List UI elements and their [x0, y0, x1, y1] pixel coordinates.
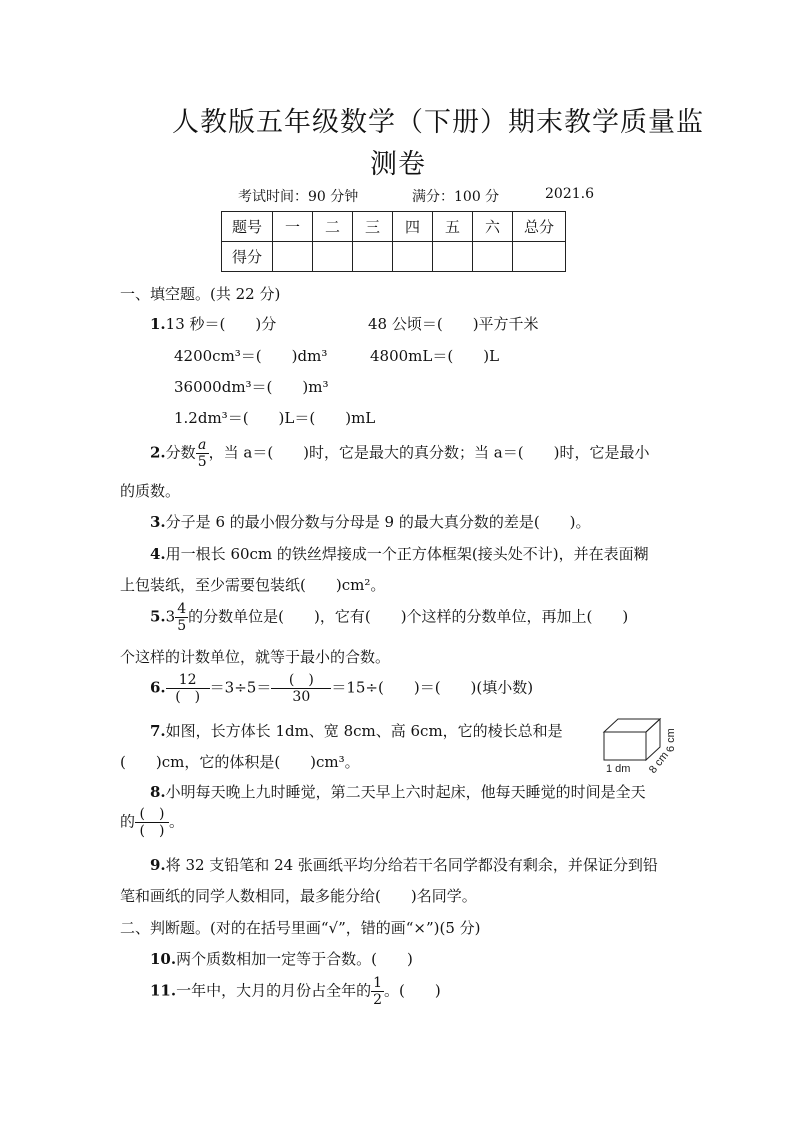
score-input-cell[interactable] — [433, 242, 473, 272]
score-table-score-row — [222, 242, 566, 272]
question-number: 4. — [150, 545, 166, 563]
fraction-numerator: 12 — [166, 672, 210, 689]
score-input-cell[interactable] — [313, 242, 353, 272]
question-10 — [150, 948, 413, 969]
fraction-denominator: 2 — [373, 992, 383, 1008]
fraction-denominator: 30 — [292, 689, 311, 705]
section-2-heading: 二、判断题。(对的在括号里画“√”，错的画“×”)(5 分) — [120, 919, 481, 937]
q1-item-c: 4200cm³＝( )dm³ — [174, 347, 328, 365]
cuboid-length-label: 1 dm — [606, 763, 631, 775]
q11-fraction — [371, 975, 384, 1008]
question-number: 6. — [150, 678, 166, 697]
fraction-denominator: 5 — [177, 618, 187, 634]
score-header-cell: 题号 — [222, 212, 273, 242]
q1-item-f: 1.2dm³＝( )L＝( )mL — [174, 409, 376, 427]
question-7 — [150, 720, 563, 741]
q7-line2: ( )cm，它的体积是( )cm³。 — [120, 753, 360, 771]
q9-line2: 笔和画纸的同学人数相同，最多能分给( )名同学。 — [120, 887, 477, 905]
q8-text-post: 。 — [169, 812, 185, 831]
fraction-numerator: 4 — [177, 601, 187, 617]
q8-fraction — [135, 806, 169, 839]
q8-line1: 小明每天晚上九时睡觉，第二天早上六时起床，他每天睡觉的时间是全天 — [165, 783, 646, 801]
q1-item-e: 36000dm³＝( )m³ — [174, 378, 329, 396]
cuboid-figure — [598, 710, 678, 776]
q1-item-b: 48 公顷＝( )平方千米 — [368, 315, 539, 333]
q10-text: 两个质数相加一定等于合数。( ) — [176, 950, 413, 968]
question-5 — [150, 601, 628, 634]
q8-line2 — [120, 806, 184, 839]
q3-text: 分子是 6 的最小假分数与分母是 9 的最大真分数的差是( )。 — [165, 513, 591, 531]
question-number: 5. — [150, 607, 166, 626]
fraction-numerator: ( ) — [135, 806, 169, 823]
question-number: 1. — [150, 315, 166, 333]
q5-whole-number: 3 — [165, 607, 176, 626]
cuboid-height-label: 6 cm — [665, 728, 677, 752]
question-3 — [150, 511, 591, 532]
cuboid-width-label: 8 cm — [646, 749, 672, 776]
q6-fraction-2 — [271, 672, 331, 705]
exam-title-line2: 测卷 — [370, 149, 426, 180]
question-number: 8. — [150, 783, 166, 801]
section-1-heading: 一、填空题。(共 22 分) — [120, 285, 281, 303]
q2-fraction — [196, 437, 209, 470]
exam-title-line1: 人教版五年级数学（下册）期末教学质量监 — [172, 107, 704, 138]
score-header-cell: 一 — [273, 212, 313, 242]
exam-time: 考试时间：90 分钟 — [238, 189, 359, 205]
q2-text-pre: 分数 — [165, 443, 196, 462]
fraction-numerator: ( ) — [271, 672, 331, 689]
q6-text-mid: ＝3÷5＝ — [209, 678, 272, 697]
question-1-row-1 — [150, 313, 276, 334]
q6-fraction-1 — [166, 672, 210, 705]
q5-text-post: 的分数单位是( )，它有( )个这样的分数单位，再加上( ) — [188, 607, 629, 626]
fraction-numerator: a — [196, 437, 209, 454]
q6-text-post: ＝15÷( )＝( )(填小数) — [331, 678, 534, 697]
score-input-cell[interactable] — [353, 242, 393, 272]
fraction-denominator: 5 — [197, 454, 207, 470]
fraction-denominator: ( ) — [139, 823, 165, 839]
q5-fraction — [175, 601, 188, 634]
question-number: 3. — [150, 513, 166, 531]
q2-line2: 的质数。 — [120, 482, 181, 500]
exam-full-score: 满分：100 分 — [412, 189, 500, 205]
score-input-cell[interactable] — [273, 242, 313, 272]
score-input-cell[interactable] — [393, 242, 433, 272]
q5-line2: 个这样的计数单位，就等于最小的合数。 — [120, 648, 391, 666]
question-number: 9. — [150, 856, 166, 874]
score-header-cell: 三 — [353, 212, 393, 242]
exam-date: 2021.6 — [545, 186, 594, 202]
question-number: 7. — [150, 722, 166, 740]
score-input-cell[interactable] — [513, 242, 566, 272]
score-header-cell: 四 — [393, 212, 433, 242]
q4-line2: 上包装纸，至少需要包装纸( )cm²。 — [120, 576, 386, 594]
q11-text-post: 。( ) — [384, 981, 441, 1000]
score-row-label: 得分 — [222, 242, 273, 272]
question-9 — [150, 854, 658, 875]
q7-line1: 如图，长方体长 1dm、宽 8cm、高 6cm，它的棱长总和是 — [165, 722, 563, 740]
score-header-cell: 二 — [313, 212, 353, 242]
fraction-denominator: ( ) — [175, 689, 201, 705]
q11-text-pre: 一年中，大月的月份占全年的 — [176, 981, 372, 1000]
q4-line1: 用一根长 60cm 的铁丝焊接成一个正方体框架(接头处不计)，并在表面糊 — [165, 545, 649, 563]
question-8 — [150, 781, 646, 802]
q9-line1: 将 32 支铅笔和 24 张画纸平均分给若干名同学都没有剩余，并保证分到铅 — [165, 856, 658, 874]
score-table-header-row — [222, 212, 566, 242]
score-header-cell: 总分 — [513, 212, 566, 242]
q2-text-post: ，当 a＝( )时，它是最大的真分数；当 a＝( )时，它是最小 — [208, 443, 650, 462]
q8-text-pre: 的 — [120, 812, 136, 831]
question-number: 11. — [150, 981, 177, 1000]
score-input-cell[interactable] — [473, 242, 513, 272]
q1-item-d: 4800mL＝( )L — [370, 347, 500, 365]
question-number: 2. — [150, 443, 166, 462]
q1-item-a: 13 秒＝( )分 — [165, 315, 277, 333]
question-11 — [150, 975, 441, 1008]
score-table — [221, 211, 566, 272]
question-4 — [150, 543, 649, 564]
fraction-numerator: 1 — [373, 975, 383, 991]
question-number: 10. — [150, 950, 177, 968]
score-header-cell: 六 — [473, 212, 513, 242]
question-2 — [150, 437, 649, 470]
question-6 — [150, 672, 533, 705]
score-header-cell: 五 — [433, 212, 473, 242]
